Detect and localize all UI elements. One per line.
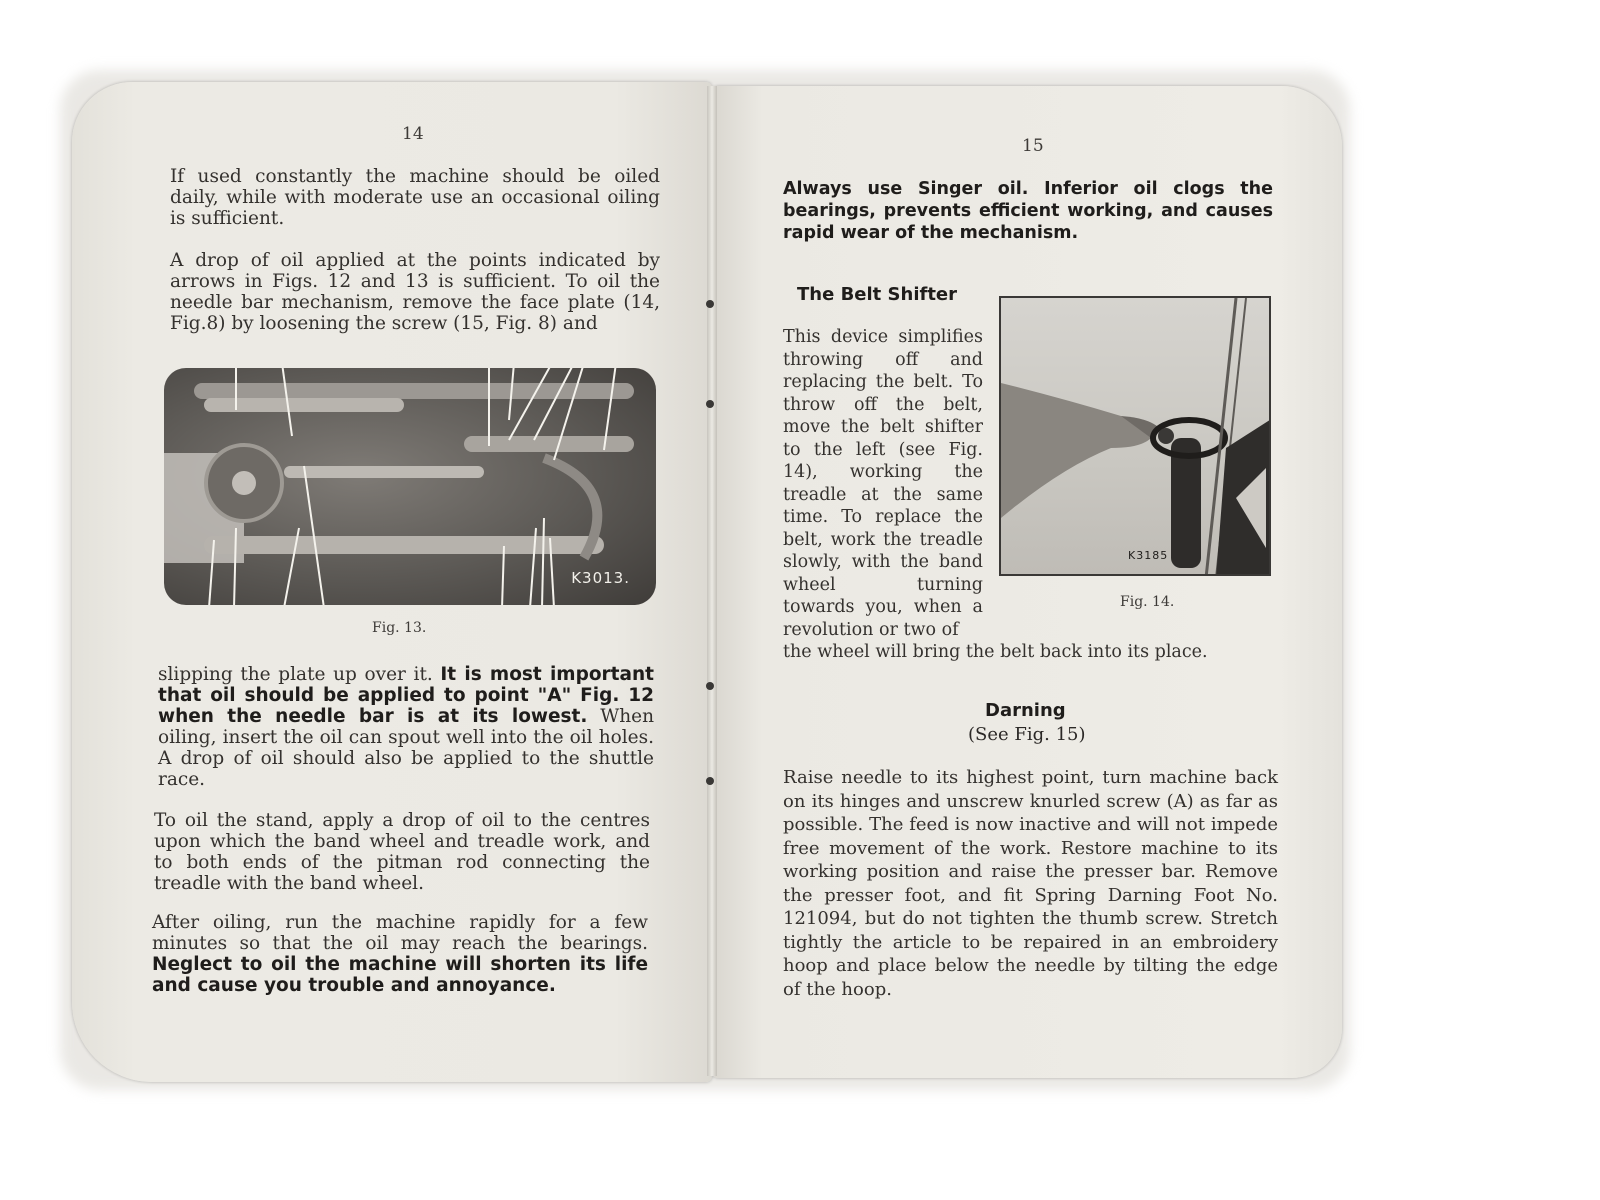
figure-14-image (999, 296, 1271, 576)
point-a-plain: slipping the plate up over it. (158, 664, 433, 685)
figure-13-code: K3013. (571, 569, 630, 587)
darning-text: Raise needle to its highest point, turn machine back on its hinges and unscrew knurled screw (A) as far as possible. The feed is now inactive and will not impede free movement of the work. Restore machine to its working position and raise the presser bar. Remove the presser foot, and fit Spring Darning Foot No. 121094, but do not tighten the thumb screw. Stretch tightly the article to be repaired in an embroidery hoop and place below the needle by tilting the edge of the hoop. (783, 767, 1278, 1000)
paragraph-after-oiling (152, 912, 648, 996)
binding-stitch (706, 777, 714, 785)
darning-subheading: (See Fig. 15) (968, 724, 1086, 745)
spine (707, 86, 717, 1076)
point-a-bold: It is most important that oil should be applied to point "A" Fig. 12 when the needle bar is at its lowest. (158, 664, 654, 727)
paragraph-oil-points: A drop of oil applied at the points indicated by arrows in Figs. 12 and 13 is sufficient. To oil the needle bar mechanism, remove the face plate (14, Fig.8) by loosening the screw (15, Fig. 8) and (170, 250, 660, 334)
page-number-left: 14 (402, 124, 424, 144)
darning-heading: Darning (985, 700, 1066, 721)
paragraph-oiling-frequency: If used constantly the machine should be oiled daily, while with moderate use an occasional oiling is sufficient. (170, 166, 660, 229)
page-number-right: 15 (1022, 136, 1044, 156)
figure-14-caption: Fig. 14. (1120, 594, 1175, 610)
point-a-rest: When oiling, insert the oil can spout well into the oil holes. A drop of oil should also be applied to the shuttle race. (158, 706, 654, 790)
binding-stitch (706, 682, 714, 690)
belt-shifter-heading: The Belt Shifter (797, 284, 958, 305)
figure-13-caption: Fig. 13. (372, 620, 427, 636)
figure-14-code: K3185 (1128, 549, 1169, 562)
figure-13-image (164, 368, 656, 605)
belt-shifter-text-continued: the wheel will bring the belt back into its place. (783, 642, 1208, 662)
hand-on-belt-shifter-illustration (1001, 298, 1271, 576)
after-oiling-bold: Neglect to oil the machine will shorten its life and cause you trouble and annoyance. (152, 954, 648, 996)
paragraph-oil-stand: To oil the stand, apply a drop of oil to the centres upon which the band wheel and treadle work, and to both ends of the pitman rod connecting the treadle with the band wheel. (154, 810, 650, 894)
after-oiling-plain: After oiling, run the machine rapidly for a few minutes so that the oil may reach the bearings. (152, 912, 648, 954)
binding-stitch (706, 300, 714, 308)
paragraph-point-a (158, 664, 654, 790)
paragraph-singer-oil: Always use Singer oil. Inferior oil clogs the bearings, prevents efficient working, and causes rapid wear of the mechanism. (783, 179, 1273, 243)
belt-shifter-text: This device simplifies throwing off and replacing the belt. To throw off the belt, move the belt shifter to the left (see Fig. 14), working the treadle at the same time. To replace the belt, work the treadle slowly, with the band wheel turning towards you, when a revolution or two of (783, 327, 983, 640)
binding-stitch (706, 400, 714, 408)
